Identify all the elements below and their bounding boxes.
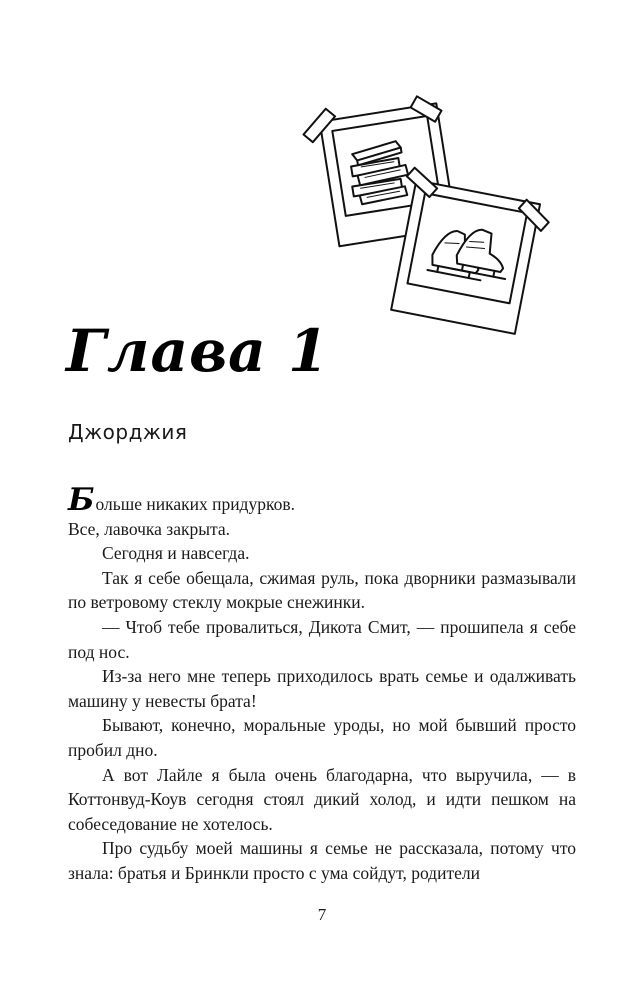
page-number: 7: [317, 905, 327, 924]
paragraph: А вот Лайле я была очень благодарна, что выручила, — в Коттонвуд-Коув сегодня стоял дикий холод, и идти пешком на собеседование не хотелось.: [68, 764, 576, 834]
paragraph-first-text: ольше никаких придурков.: [95, 494, 295, 514]
paragraph: Так я себе обещала, сжимая руль, пока дворники размазывали по ветровому стеклу мокрые снежинки.: [68, 567, 576, 613]
chapter-title: Глава 1: [66, 317, 330, 385]
paragraph-first: [68, 482, 576, 518]
paragraph: Все, лавочка закрыта.: [68, 518, 230, 539]
body-text: [68, 482, 576, 886]
chapter-subtitle: Джорджия: [68, 420, 188, 444]
paragraph: Из-за него мне теперь приходилось врать семье и одалживать машину у невесты брата!: [68, 666, 576, 711]
paragraph: Сегодня и навсегда.: [102, 543, 250, 564]
drop-cap: Б: [68, 482, 95, 518]
paragraph: — Чтоб тебе провалиться, Дикота Смит, — прошипела я себе под нос.: [68, 616, 576, 662]
polaroid-illustration: [300, 95, 560, 345]
paragraph: Бывают, конечно, моральные уроды, но мой бывший просто пробил дно.: [68, 715, 576, 760]
paragraph: Про судьбу моей машины я семье не рассказала, потому что знала: братья и Бринкли просто с ума сойдут, родители: [68, 838, 576, 883]
